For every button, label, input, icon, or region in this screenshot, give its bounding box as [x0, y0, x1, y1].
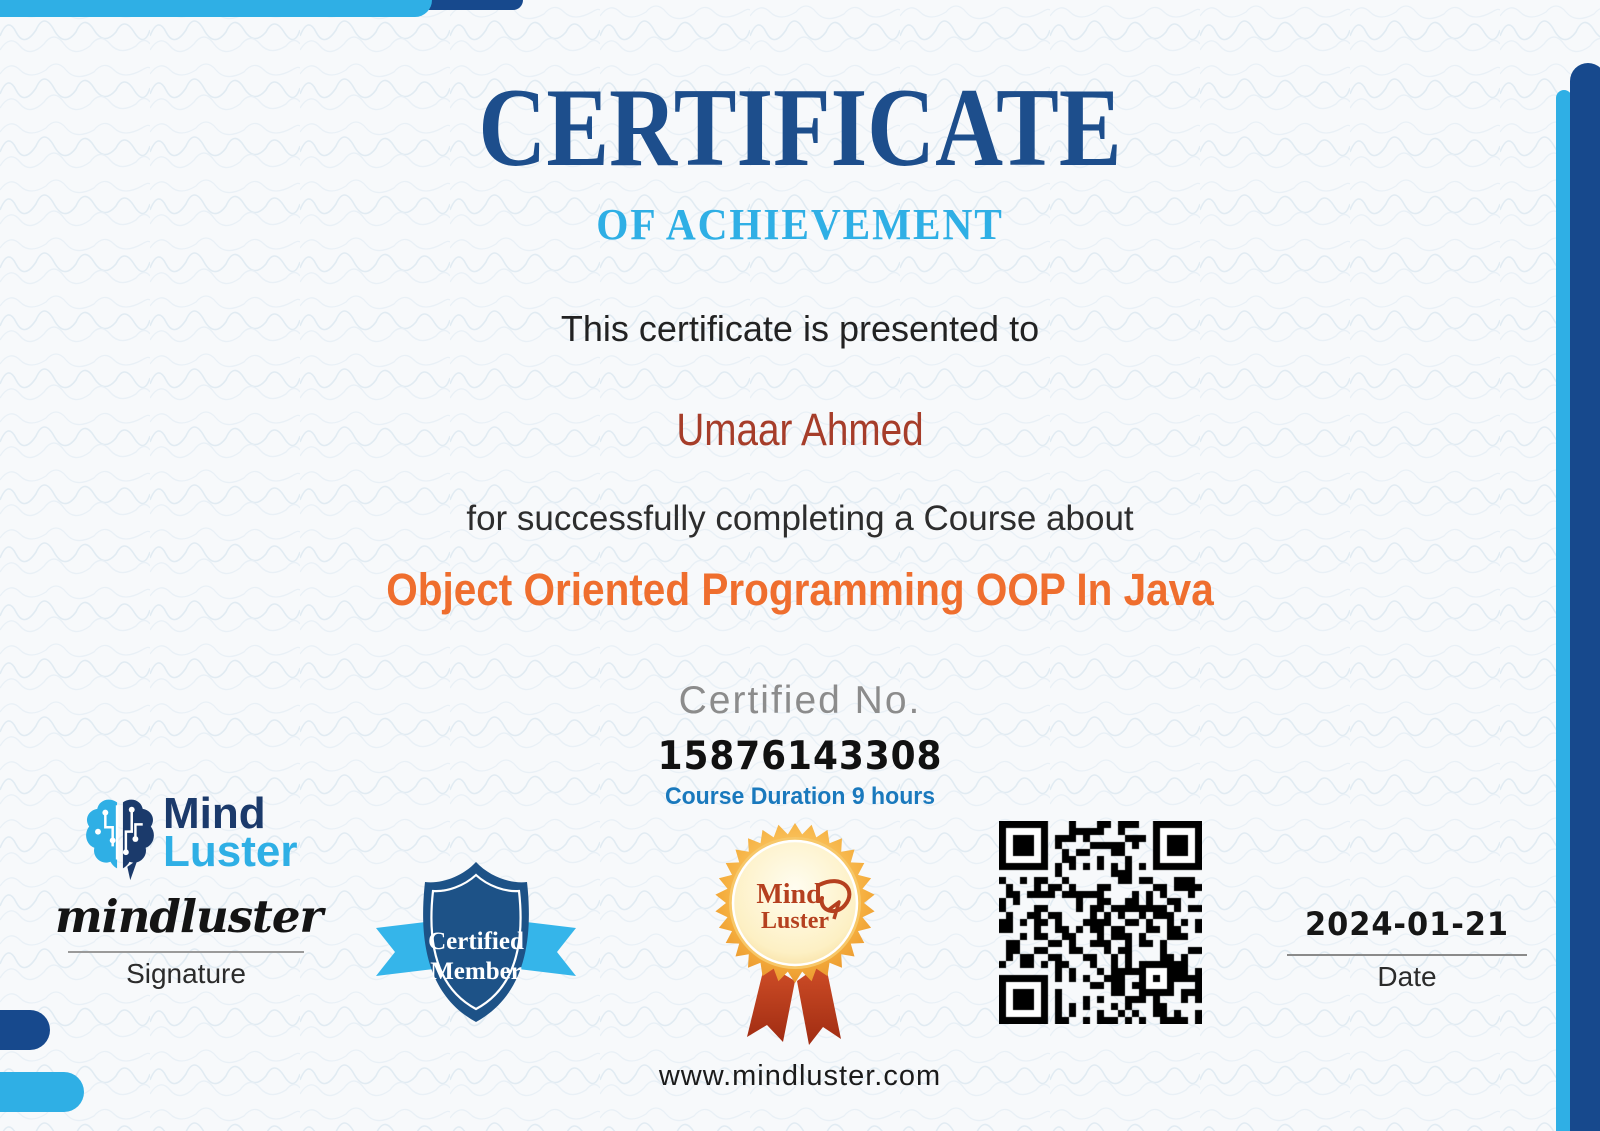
date-value: 2024-01-21: [1305, 905, 1509, 943]
recipient-name: Umaar Ahmed: [676, 404, 924, 455]
signature-label: Signature: [126, 958, 246, 989]
certificate-subtitle: OF ACHIEVEMENT: [596, 200, 1004, 249]
website-url: www.mindluster.com: [658, 1060, 942, 1092]
top-blue-accent-bar: [0, 0, 432, 17]
certified-member-badge-icon: [370, 856, 582, 1026]
seal-word-luster: Luster: [761, 908, 829, 934]
brain-logo-icon: [83, 795, 157, 883]
certified-no-label: Certified No.: [678, 679, 922, 722]
logo-word-luster: Luster: [163, 827, 298, 876]
certified-no-value: 15876143308: [657, 734, 943, 779]
badge-line1: Certified: [428, 928, 524, 955]
signature-line: [68, 951, 304, 953]
right-navy-accent-bar: [1570, 63, 1600, 1131]
badge-line2: Member: [430, 958, 522, 985]
date-label: Date: [1377, 961, 1437, 992]
course-duration-text: Course Duration 9 hours: [664, 783, 936, 810]
seal-word-mind: Mind: [756, 879, 822, 910]
bottom-left-navy-accent-bar: [0, 1010, 50, 1050]
signature-script: mindluster: [55, 890, 323, 943]
completing-text: for successfully completing a Course about: [466, 499, 1134, 538]
award-seal-icon: [703, 815, 887, 1055]
date-line: [1287, 954, 1527, 956]
logo-word-mind: Mind: [163, 789, 266, 838]
certificate-title: CERTIFICATE: [478, 66, 1122, 190]
presented-to-text: This certificate is presented to: [560, 308, 1040, 349]
qr-code: [999, 821, 1202, 1024]
course-title: Object Oriented Programming OOP In Java: [386, 564, 1214, 615]
